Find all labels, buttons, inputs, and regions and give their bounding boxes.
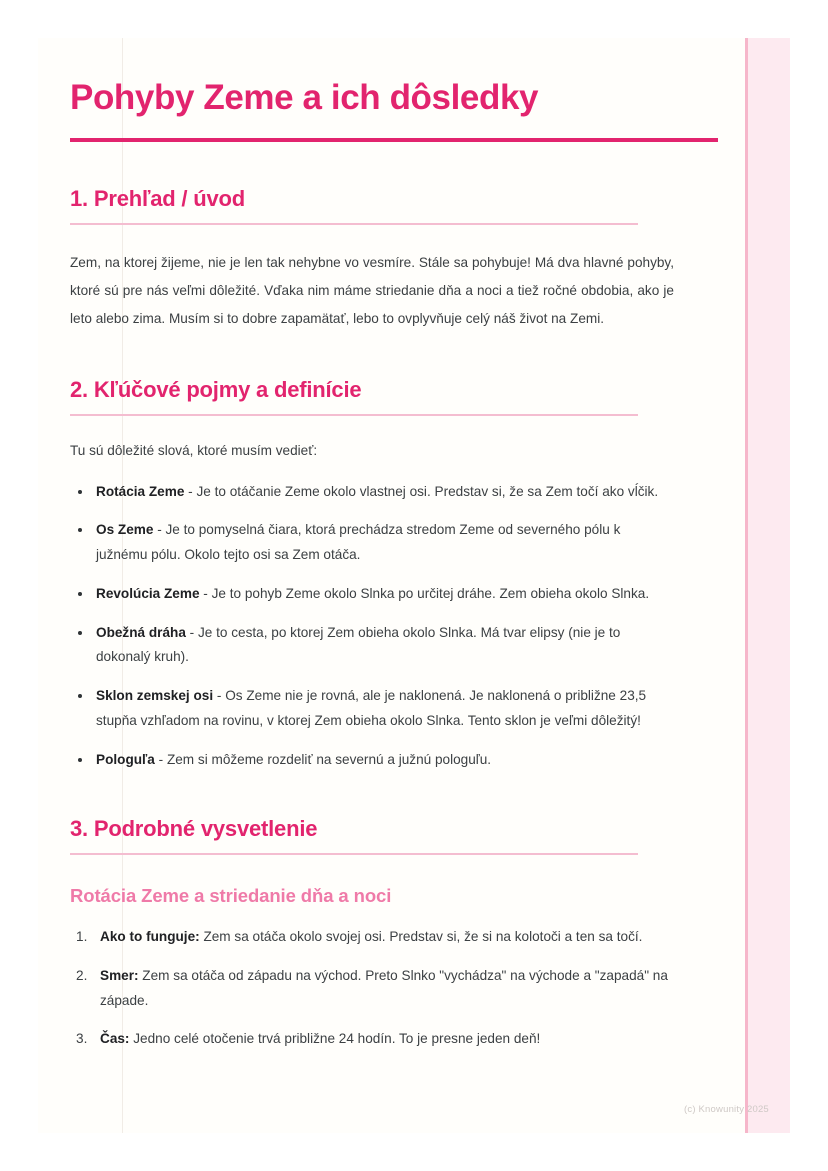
page-title: Pohyby Zeme a ich dôsledky	[70, 78, 539, 117]
term-definition: - Je to otáčanie Zeme okolo vlastnej osi. Predstav si, že sa Zem točí ako vĺčik.	[184, 483, 659, 499]
term-definition: - Zem si môžeme rozdeliť na severnú a južnú pologuľu.	[154, 751, 492, 767]
right-pink-panel	[748, 38, 790, 1133]
term-label: Revolúcia Zeme	[96, 585, 200, 601]
term-label: Sklon zemskej osi	[96, 688, 214, 704]
document-page	[38, 38, 790, 1133]
document-content	[70, 38, 674, 1052]
term-definition: - Je to pohyb Zeme okolo Slnka po určitej dráhe. Zem obieha okolo Slnka.	[199, 585, 650, 601]
term-label: Pologuľa	[96, 751, 155, 767]
terms-lead-text: Tu sú dôležité slová, ktoré musím vedieť:	[70, 442, 318, 458]
term-label: Rotácia Zeme	[96, 483, 185, 499]
subsection-heading-rotation: Rotácia Zeme a striedanie dňa a noci	[70, 885, 392, 907]
term-label: Smer:	[100, 968, 139, 983]
term-definition: - Os Zeme nie je rovná, ale je naklonená. Je naklonená o približne 23,5 stupňa vzhľadom na rovinu, v ktorej Zem obieha okolo Slnka. Tento sklon je veľmi dôležitý!	[96, 688, 647, 728]
terms-list	[70, 464, 674, 773]
term-label: Čas:	[100, 1031, 130, 1047]
term-definition: Jedno celé otočenie trvá približne 24 hodín. To je presne jeden deň!	[129, 1031, 541, 1047]
list-item	[70, 518, 674, 567]
term-label: Obežná dráha	[96, 624, 186, 640]
term-label: Ako to funguje:	[100, 929, 200, 945]
intro-paragraph: Zem, na ktorej žijeme, nie je len tak nehybne vo vesmíre. Stále sa pohybuje! Má dva hlavné pohyby, ktoré sú pre nás veľmi dôležité. Vďaka nim máme striedanie dňa a noci a tiež ročné obdobia, ako je leto alebo zima. Musím si to dobre zapamätať, lebo to ovplyvňuje celý náš život na Zemi.	[70, 255, 674, 326]
list-item	[70, 964, 674, 1013]
section-heading-terms: 2. Kľúčové pojmy a definície	[70, 376, 362, 402]
list-item	[70, 684, 674, 733]
list-item	[70, 582, 674, 607]
term-definition: Zem sa otáča okolo svojej osi. Predstav si, že si na kolotoči a ten sa točí.	[199, 929, 643, 945]
list-item	[70, 748, 674, 773]
list-item	[70, 1027, 674, 1052]
section-heading-explanation: 3. Podrobné vysvetlenie	[70, 816, 318, 842]
section-heading-intro: 1. Prehľad / úvod	[70, 186, 246, 212]
list-item	[70, 925, 674, 950]
copyright-watermark: (c) Knowunity 2025	[684, 1104, 769, 1115]
list-item	[70, 480, 674, 505]
right-pink-panel-edge	[745, 38, 748, 1133]
list-item	[70, 621, 674, 670]
term-definition: - Je to pomyselná čiara, ktorá prechádza stredom Zeme od severného pólu k južnému pólu. Okolo tejto osi sa Zem otáča.	[96, 522, 621, 563]
explanation-list	[70, 907, 674, 1052]
term-label: Os Zeme	[96, 522, 154, 538]
term-definition: Zem sa otáča od západu na východ. Preto Slnko "vychádza" na východe a "zapadá" na západe.	[100, 968, 668, 1008]
term-definition: - Je to cesta, po ktorej Zem obieha okolo Slnka. Má tvar elipsy (nie je to dokonalý kruh).	[96, 624, 621, 665]
